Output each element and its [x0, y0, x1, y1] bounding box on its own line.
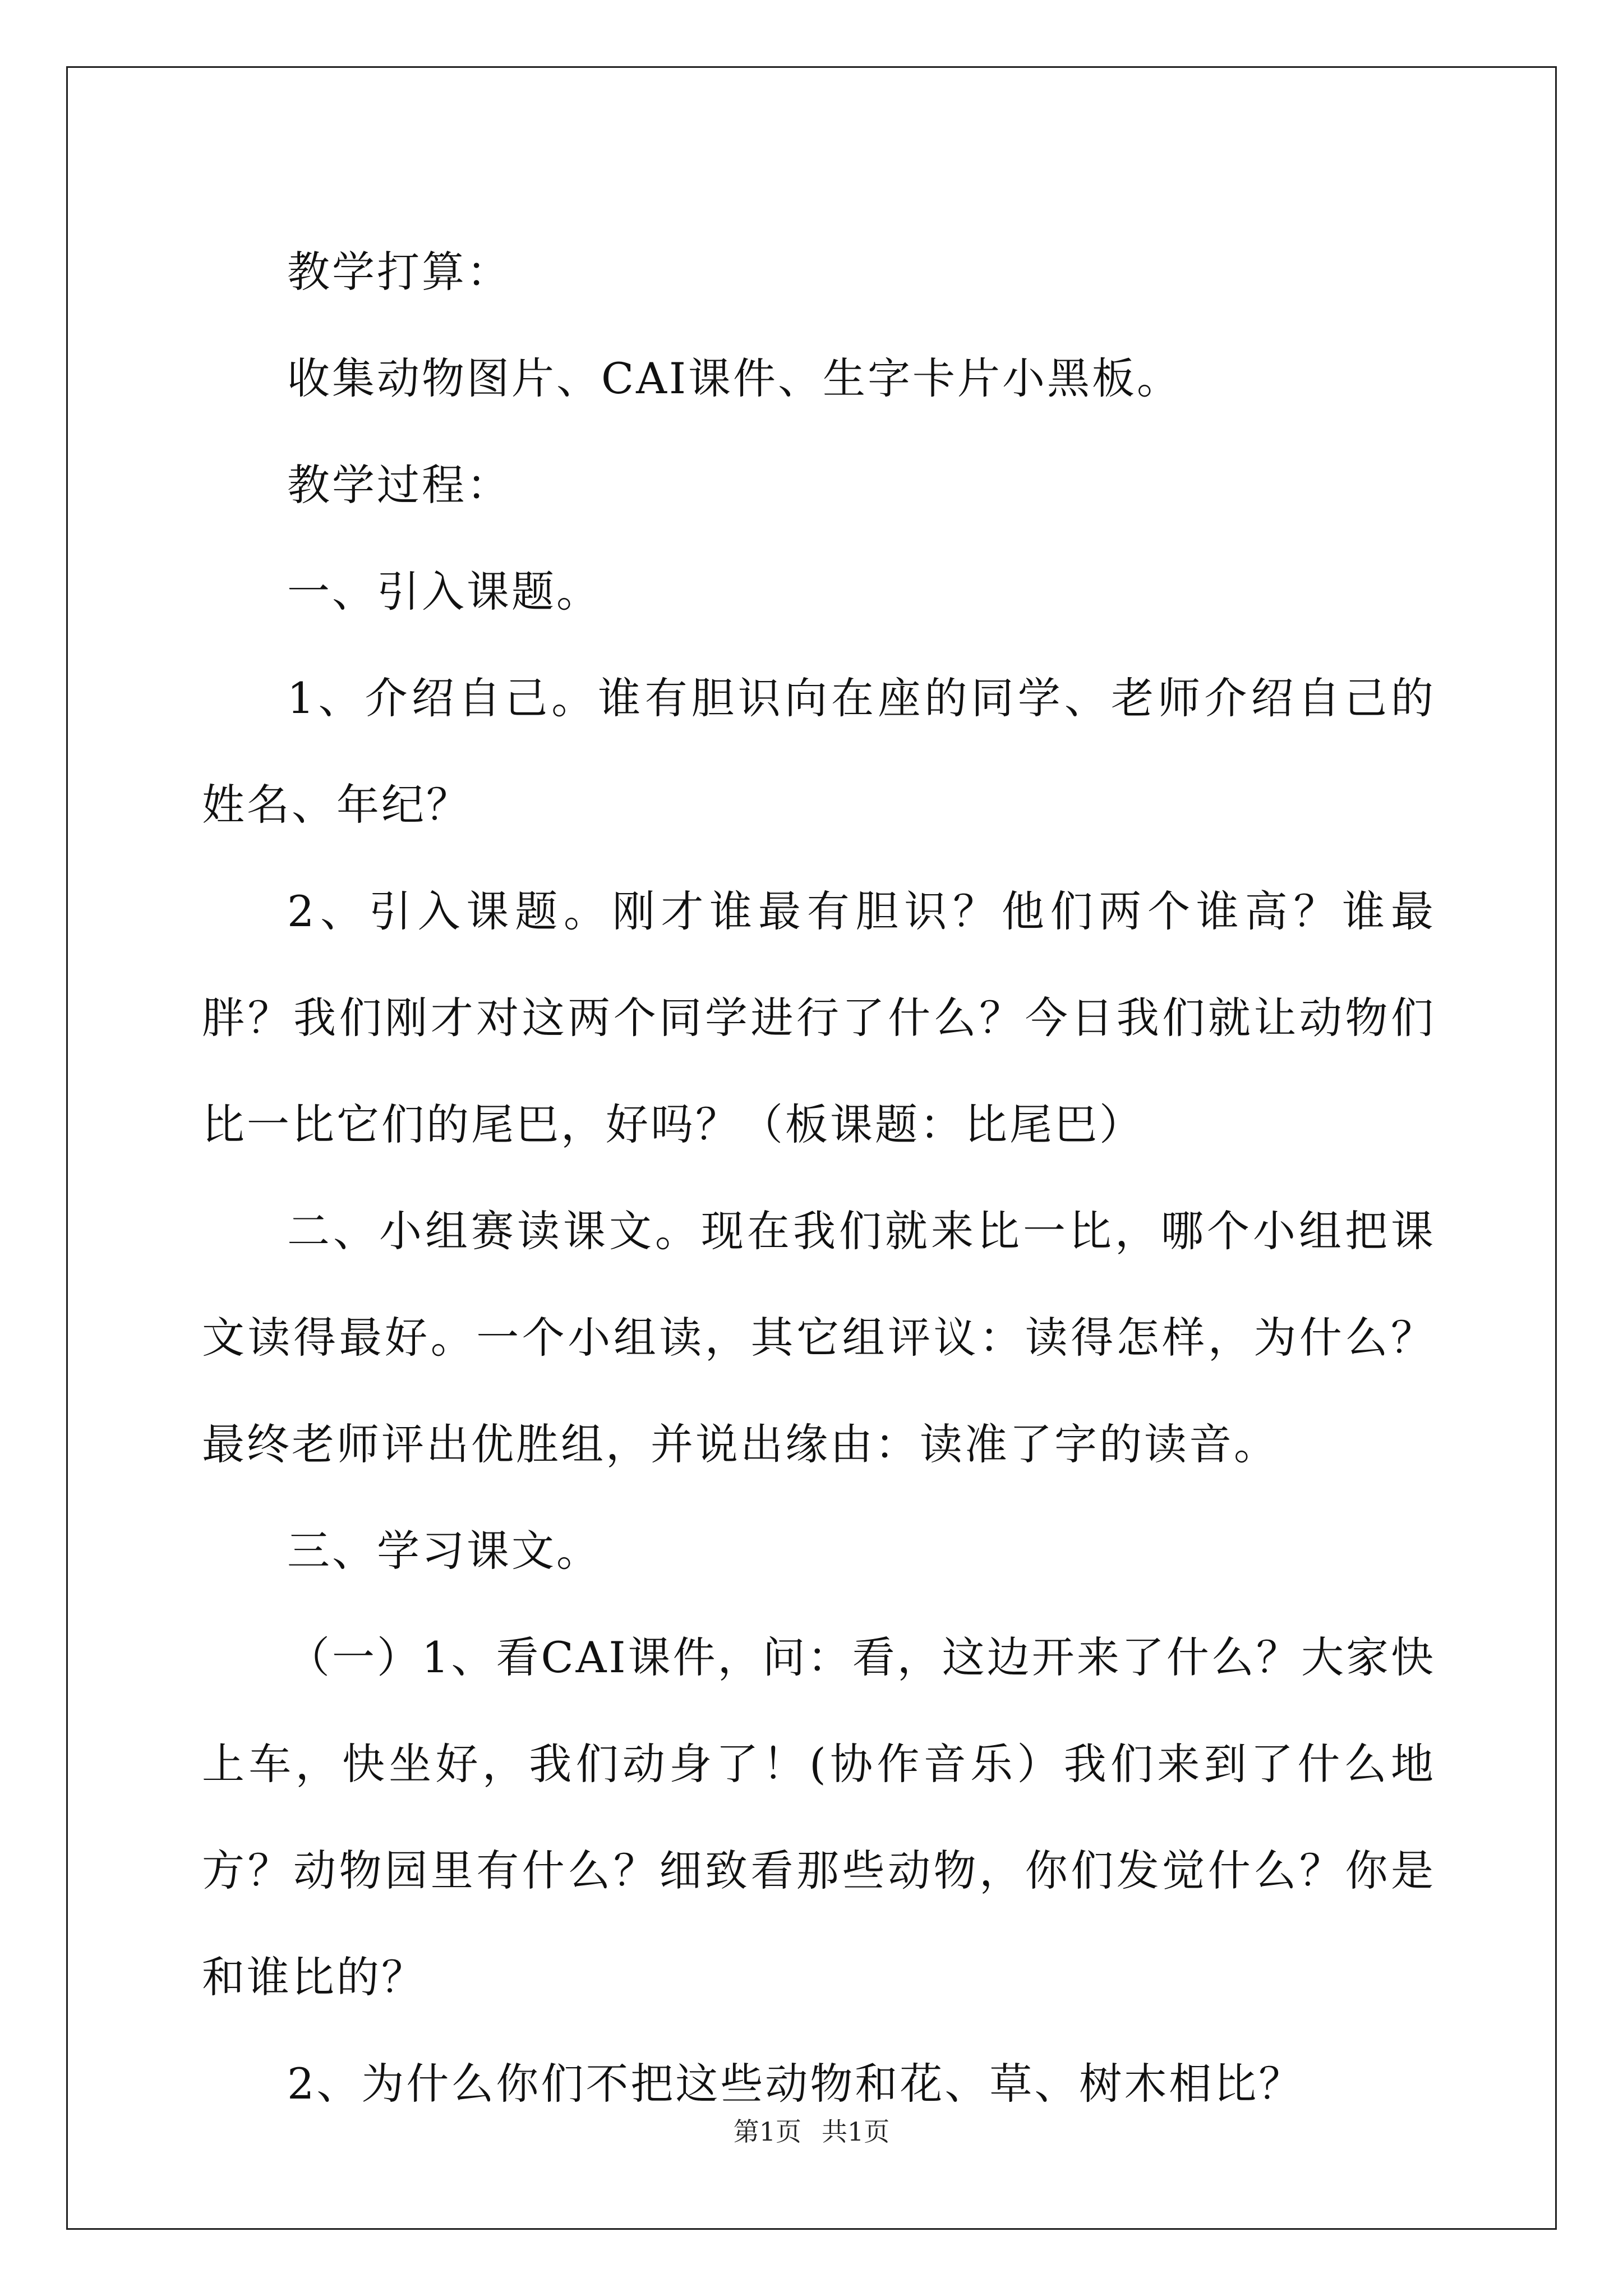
- paragraph-part-one: （一）1、看CAI课件，问：看，这边开来了什么？大家快上车，快坐好，我们动身了！(协作音乐）我们来到了什么地方？动物园里有什么？细致看那些动物，你们发觉什么？你是和谁比的？: [202, 1632, 1436, 2002]
- total-pages: 共1页: [822, 2116, 890, 2147]
- document-body: [202, 219, 1436, 2137]
- paragraph-process-heading: 教学过程：: [287, 460, 511, 510]
- paragraph-part-one-step-2: 2、为什么你们不把这些动物和花、草、树木相比？: [287, 2059, 1304, 2109]
- paragraph-step-1: 1、介绍自己。谁有胆识向在座的同学、老师介绍自己的姓名、年纪？: [202, 673, 1436, 830]
- paragraph-prep-materials: 收集动物图片、CAI课件、生字卡片小黑板。: [287, 353, 1182, 403]
- paragraph-section-one: 一、引入课题。: [287, 567, 601, 616]
- paragraph-section-three: 三、学习课文。: [287, 1526, 601, 1576]
- paragraph-prep-heading: 教学打算：: [287, 247, 511, 297]
- paragraph-step-2: 2、引入课题。刚才谁最有胆识？他们两个谁高？谁最胖？我们刚才对这两个同学进行了什么？今日我们就让动物们比一比它们的尾巴，好吗？（板课题：比尾巴）: [202, 886, 1436, 1149]
- current-page-number: 第1页: [733, 2116, 801, 2147]
- paragraph-section-two: 二、小组赛读课文。现在我们就来比一比，哪个小组把课文读得最好。一个小组读，其它组评议：读得怎样，为什么？最终老师评出优胜组，并说出缘由：读准了字的读音。: [202, 1206, 1436, 1469]
- page-footer: [0, 2115, 1623, 2148]
